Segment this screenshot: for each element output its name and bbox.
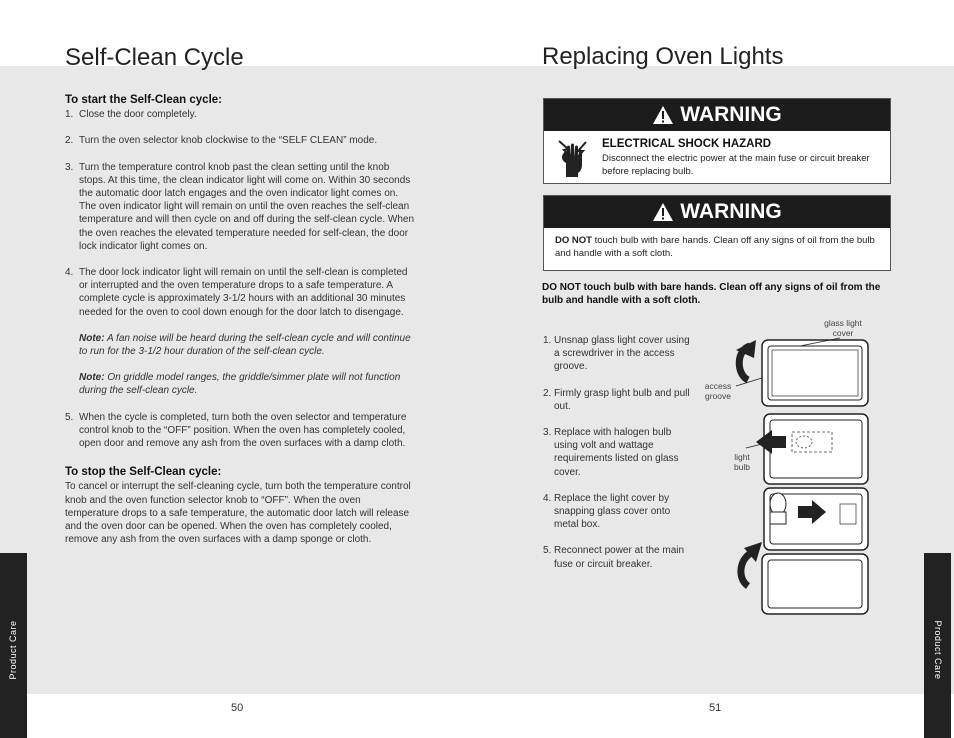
- warning-body: touch bulb with bare hands. Clean off any signs of oil from the bulb and handle with a soft cloth.: [555, 235, 875, 259]
- side-tab-label-left: Product Care: [8, 620, 18, 680]
- light-replacement-diagram: [700, 316, 875, 616]
- diagram-illustration: [700, 316, 875, 616]
- warning-heading-text: WARNING: [680, 200, 782, 223]
- side-tab-label-right: Product Care: [933, 620, 943, 680]
- list-item: [65, 134, 415, 147]
- step-text: When the cycle is completed, turn both the oven selector and temperature control knob to the “OFF” position. When the oven has completely cooled, open door and remove any ash from the oven surfaces with a damp cloth.: [79, 411, 407, 450]
- note-griddle: [65, 371, 415, 397]
- step-text: Unsnap glass light cover using a screwdriver in the access groove.: [554, 335, 690, 373]
- footer-strip: [0, 694, 954, 738]
- note-label: Note:: [79, 332, 105, 344]
- step-number: 2.: [543, 387, 552, 399]
- note-text: A fan noise will be heard during the self-clean cycle and will continue to run for the 3-1/2 hour duration of the self-clean cycle.: [79, 332, 411, 358]
- warning-heading-text: WARNING: [680, 103, 782, 126]
- self-clean-instructions: [65, 94, 415, 546]
- step-number: 3.: [65, 161, 74, 173]
- step-text: Replace the light cover by snapping glass cover onto metal box.: [554, 492, 671, 531]
- light-cover-panel-2: [746, 414, 868, 484]
- label-light-bulb: light bulb: [733, 452, 751, 472]
- warning-box-shock: [543, 98, 891, 184]
- step-number: 5.: [543, 545, 552, 557]
- replace-light-steps: [543, 334, 693, 584]
- page-title-self-clean: Self-Clean Cycle: [65, 44, 244, 71]
- step-text: Close the door completely.: [79, 109, 197, 121]
- warning-box-bulb: [543, 195, 891, 271]
- electrical-shock-icon: [556, 139, 592, 179]
- light-cover-panel-1: [736, 338, 868, 406]
- step-text: Turn the temperature control knob past the clean setting until the knob stops. At this time, the clean indicator light will come on. Within 30 seconds the automatic door latch engages and the oven indicator light comes on. The oven indicator light will remain on until the oven reaches the self-clean temperature and will then cycle on and off during the self-clean cycle. When the oven reaches the elevated temperature needed for self-clean, the door lock indicator light comes on.: [79, 161, 414, 252]
- list-item: [543, 426, 693, 479]
- warning-header: [544, 99, 890, 131]
- start-heading: To start the Self-Clean cycle:: [65, 94, 222, 106]
- bulb-caution-note: DO NOT touch bulb with bare hands. Clean off any signs of oil from the bulb and handle with a soft cloth.: [542, 282, 881, 306]
- list-item: [65, 108, 415, 121]
- step-text: Firmly grasp light bulb and pull out.: [554, 387, 690, 412]
- hazard-text: Disconnect the electric power at the main fuse or circuit breaker before replacing bulb.: [602, 153, 870, 177]
- note-label: Note:: [79, 372, 105, 384]
- page-number-right: 51: [709, 702, 722, 714]
- step-number: 4.: [65, 267, 74, 279]
- light-cover-panel-3: [764, 488, 868, 550]
- step-number: 1.: [65, 109, 74, 121]
- list-item: [543, 387, 693, 413]
- note-fan-noise: [65, 332, 415, 358]
- step-text: Reconnect power at the main fuse or circuit breaker.: [554, 545, 685, 570]
- step-text: The door lock indicator light will remain on until the self-clean is completed or interrupted and the oven temperature drops to a safe temperature. A complete cycle is approximately 3-1/2 hours with an additional 30 minutes needed for the oven to cool down enough for the door latch to disengage.: [79, 267, 408, 318]
- warning-bulb-text: [555, 235, 875, 260]
- list-item: [543, 492, 693, 532]
- warning-triangle-icon: [652, 105, 674, 125]
- step-text: Replace with halogen bulb using volt and wattage requirements listed on glass cover.: [554, 427, 679, 478]
- warning-triangle-icon: [652, 202, 674, 222]
- step-number: 3.: [543, 427, 552, 439]
- warning-header: [544, 196, 890, 228]
- page-number-left: 50: [231, 702, 244, 714]
- light-cover-panel-4: [741, 542, 868, 614]
- list-item: [65, 161, 415, 253]
- step-number: 2.: [65, 135, 74, 147]
- list-item: [65, 411, 415, 451]
- stop-heading: To stop the Self-Clean cycle:: [65, 466, 222, 479]
- list-item: [543, 544, 693, 570]
- label-glass-light-cover: glass light cover: [824, 318, 862, 338]
- list-item: [543, 334, 693, 374]
- page-title-oven-lights: Replacing Oven Lights: [542, 43, 784, 70]
- warning-bold-lead: DO NOT: [555, 235, 592, 246]
- step-text: Turn the oven selector knob clockwise to the “SELF CLEAN” mode.: [79, 135, 378, 147]
- step-number: 4.: [543, 492, 552, 504]
- step-number: 5.: [65, 411, 74, 423]
- label-access-groove: access groove: [704, 381, 732, 401]
- hazard-title: ELECTRICAL SHOCK HAZARD: [602, 138, 772, 150]
- list-item: [65, 266, 415, 319]
- stop-paragraph: To cancel or interrupt the self-cleaning cycle, turn both the temperature control knob and the oven function selector knob to “OFF”. When the oven temperature drops to a safe temperature, the automatic door latch will release and the oven door can be opened. When the oven has completely cooled, remove any ash from the oven surfaces with a damp sponge or cloth.: [65, 481, 411, 546]
- note-text: On griddle model ranges, the griddle/simmer plate will not function during the self-clean cycle.: [79, 372, 401, 397]
- step-number: 1.: [543, 335, 552, 346]
